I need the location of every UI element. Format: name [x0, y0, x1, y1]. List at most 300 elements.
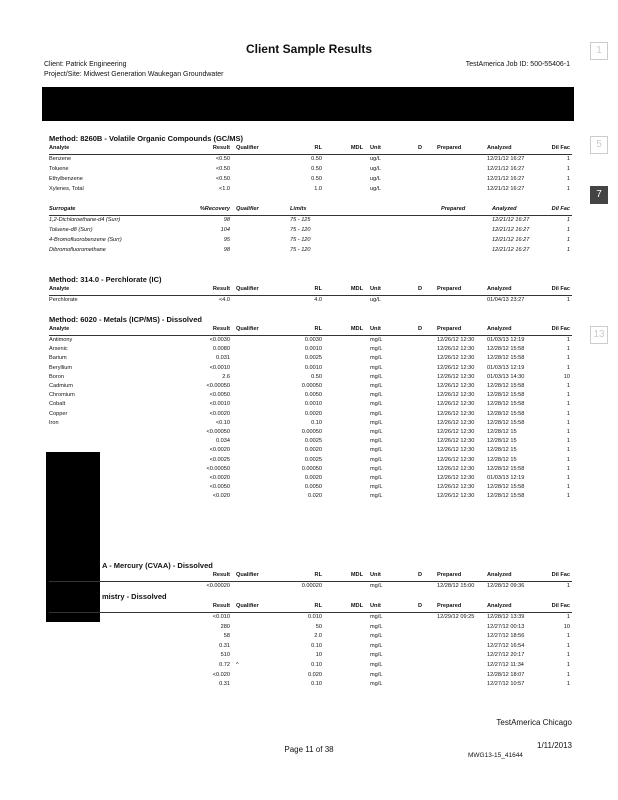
- cell: <0.00050: [206, 429, 230, 435]
- cell: 4.0: [314, 297, 322, 303]
- cell: Dil Fac: [551, 206, 570, 212]
- table-rule: [49, 295, 572, 296]
- cell: mg/L: [370, 493, 383, 500]
- cell: mg/L: [370, 401, 383, 408]
- cell: 12/28/12 15:58: [487, 383, 525, 389]
- cell: 1: [566, 227, 570, 233]
- cell: Chromium: [49, 392, 75, 399]
- cell: 1: [566, 364, 570, 371]
- cell: MDL: [350, 326, 363, 332]
- table-rule: [49, 581, 572, 582]
- cell: <0.00050: [206, 465, 230, 472]
- cell: <1.0: [218, 186, 230, 192]
- cell: mg/L: [370, 429, 383, 435]
- cell: Iron: [49, 419, 59, 426]
- cell: 1: [566, 410, 570, 417]
- cell: 1: [566, 447, 570, 454]
- cell: mg/L: [370, 337, 383, 343]
- cell: 01/03/13 12:19: [487, 475, 525, 481]
- cell: mg/L: [370, 475, 383, 481]
- cell: Dil Fac: [551, 286, 570, 292]
- cell: Unit: [370, 326, 381, 332]
- cell: <4.0: [218, 297, 230, 303]
- cell: 1: [566, 355, 570, 362]
- cell: Ethylbenzene: [49, 176, 83, 182]
- cell: MDL: [350, 603, 363, 609]
- cell: 0.0010: [304, 401, 322, 408]
- surrogate-row: [0, 227, 618, 237]
- cell: 280: [220, 623, 230, 630]
- cell: 12/21/12 16:27: [492, 217, 530, 223]
- cell: 1: [566, 493, 570, 500]
- cell: 01/03/13 14:30: [487, 373, 525, 380]
- cell: 12/27/12 00:13: [487, 623, 525, 630]
- cell: 12/28/12 15:58: [487, 419, 525, 426]
- cell: Dil Fac: [551, 326, 570, 332]
- cell: <0.10: [215, 419, 230, 426]
- cell: 12/26/12 12:30: [437, 447, 475, 454]
- cell: MDL: [350, 286, 363, 292]
- cell: mg/L: [370, 355, 383, 362]
- cell: 98: [223, 247, 230, 253]
- table-row: [0, 156, 618, 166]
- side-tab-7: 7: [590, 186, 608, 204]
- cell: mg/L: [370, 447, 383, 454]
- cell: mg/L: [370, 373, 383, 380]
- cell: 12/28/12 15:58: [487, 484, 525, 491]
- cell: 0.0030: [304, 337, 322, 343]
- cell: Unit: [370, 145, 381, 151]
- section-title: Method: 8260B - Volatile Organic Compounds (GC/MS): [49, 134, 244, 143]
- cell: 0.0010: [304, 364, 322, 371]
- cell: Boron: [49, 373, 64, 380]
- cell: Cadmium: [49, 383, 73, 389]
- cell: Copper: [49, 410, 68, 417]
- cell: 12/26/12 12:30: [437, 429, 475, 435]
- cell: 1: [566, 484, 570, 491]
- cell: mg/L: [370, 410, 383, 417]
- report-date: 1/11/2013: [537, 741, 572, 750]
- cell: 0.034: [216, 438, 230, 445]
- cell: 10: [563, 373, 570, 380]
- section-title: mistry - Dissolved: [102, 592, 167, 601]
- table-row: [0, 297, 618, 307]
- cell: mg/L: [370, 662, 383, 668]
- cell: 1: [566, 438, 570, 445]
- cell: 1: [566, 681, 570, 688]
- cell: 0.020: [308, 671, 322, 678]
- cell: Analyzed: [492, 206, 517, 212]
- cell: 0.31: [219, 642, 230, 649]
- cell: RL: [314, 603, 322, 609]
- cell: 12/29/12 09:25: [437, 614, 475, 620]
- cell: mg/L: [370, 642, 383, 649]
- cell: 12/26/12 12:30: [437, 410, 475, 417]
- cell: 75 - 120: [290, 247, 311, 253]
- cell: 12/21/12 16:27: [487, 156, 525, 162]
- cell: Cobalt: [49, 401, 66, 408]
- cell: 12/26/12 12:30: [437, 456, 475, 463]
- cell: 0.0025: [304, 355, 322, 362]
- cell: Analyzed: [487, 145, 512, 151]
- table-row: [0, 672, 618, 682]
- cell: Result: [212, 326, 230, 332]
- cell: <0.010: [212, 614, 230, 620]
- cell: 0.50: [311, 176, 322, 182]
- cell: mg/L: [370, 583, 383, 589]
- cell: 2.6: [222, 373, 230, 380]
- cell: Analyzed: [487, 326, 512, 332]
- cell: Antimony: [49, 337, 73, 343]
- table-rule: [49, 154, 572, 155]
- cell: Dil Fac: [551, 572, 570, 578]
- table-row: [0, 493, 618, 503]
- cell: 12/21/12 16:27: [487, 186, 525, 192]
- cell: 12/26/12 12:30: [437, 419, 475, 426]
- cell: 12/26/12 12:30: [437, 475, 475, 481]
- cell: 1: [566, 247, 570, 253]
- cell: 2.0: [314, 633, 322, 640]
- cell: ug/L: [370, 156, 381, 162]
- cell: 1: [566, 337, 570, 343]
- cell: Dibromofluoromethane: [49, 247, 106, 253]
- cell: 1: [566, 156, 570, 162]
- cell: D: [418, 572, 423, 578]
- lab-name: TestAmerica Chicago: [496, 718, 572, 727]
- page-number: Page 11 of 38: [284, 745, 334, 754]
- cell: Prepared: [437, 603, 462, 609]
- cell: 12/26/12 12:30: [437, 438, 475, 445]
- cell: Toluene-d8 (Surr): [49, 227, 93, 233]
- cell: Result: [212, 145, 230, 151]
- surrogate-row: [0, 237, 618, 247]
- cell: 0.50: [311, 166, 322, 172]
- cell: 0.031: [216, 355, 230, 362]
- cell: 12/28/12 15: [487, 429, 517, 435]
- cell: 75 - 125: [290, 217, 311, 223]
- cell: RL: [314, 572, 322, 578]
- cell: MDL: [350, 145, 363, 151]
- cell: mg/L: [370, 392, 383, 399]
- cell: Arsenic: [49, 346, 68, 353]
- cell: 1: [566, 166, 570, 172]
- cell: Analyzed: [487, 286, 512, 292]
- cell: <0.0050: [209, 484, 230, 491]
- table-rule: [49, 612, 572, 613]
- cell: 1: [566, 419, 570, 426]
- cell: Result: [212, 286, 230, 292]
- cell: 10: [563, 623, 570, 630]
- cell: 01/03/13 12:19: [487, 364, 525, 371]
- side-tab-5: 5: [590, 136, 608, 154]
- cell: 4-Bromofluorobenzene (Surr): [49, 237, 122, 243]
- cell: 12/27/12 16:54: [487, 642, 525, 649]
- cell: 50: [315, 623, 322, 630]
- cell: 0.010: [308, 614, 322, 620]
- cell: 0.0010: [304, 346, 322, 353]
- cell: 12/21/12 16:27: [487, 166, 525, 172]
- cell: 1: [566, 392, 570, 399]
- cell: 1: [566, 237, 570, 243]
- cell: 12/27/12 18:56: [487, 633, 525, 640]
- cell: 12/28/12 15:58: [487, 465, 525, 472]
- cell: 12/28/12 15:58: [487, 401, 525, 408]
- cell: mg/L: [370, 419, 383, 426]
- cell: 12/28/12 15:58: [487, 346, 525, 353]
- cell: 12/26/12 12:30: [437, 373, 475, 380]
- cell: 0.00050: [301, 465, 322, 472]
- cell: %Recovery: [199, 206, 230, 212]
- surrogate-row: [0, 247, 618, 257]
- cell: 01/04/13 23:27: [487, 297, 525, 303]
- cell: mg/L: [370, 383, 383, 389]
- table-row: [0, 624, 618, 634]
- cell: 1: [566, 217, 570, 223]
- cell: mg/L: [370, 364, 383, 371]
- cell: RL: [314, 326, 322, 332]
- cell: 1: [566, 614, 570, 620]
- cell: 1: [566, 652, 570, 659]
- cell: 12/28/12 15:58: [487, 410, 525, 417]
- cell: 1: [566, 642, 570, 649]
- cell: Analyte: [49, 286, 70, 292]
- table-row: [0, 633, 618, 643]
- side-tab-1: 1: [590, 42, 608, 60]
- cell: mg/L: [370, 614, 383, 620]
- table-row: [0, 652, 618, 662]
- cell: 1: [566, 475, 570, 481]
- cell: 0.50: [311, 156, 322, 162]
- cell: 12/28/12 15:58: [487, 392, 525, 399]
- cell: 12/28/12 15:58: [487, 355, 525, 362]
- cell: 1: [566, 456, 570, 463]
- cell: 12/27/12 11:34: [487, 662, 524, 668]
- document-id: MWG13-15_41644: [468, 752, 523, 759]
- cell: 10: [315, 652, 322, 659]
- table-row: [0, 614, 618, 624]
- cell: Qualifier: [236, 206, 259, 212]
- cell: 0.0020: [304, 410, 322, 417]
- cell: 0.0050: [304, 484, 322, 491]
- cell: 0.00020: [301, 583, 322, 589]
- cell: 1: [566, 383, 570, 389]
- cell: D: [418, 603, 423, 609]
- cell: Unit: [370, 572, 381, 578]
- cell: Qualifier: [236, 145, 259, 151]
- cell: 0.00050: [301, 383, 322, 389]
- cell: mg/L: [370, 671, 383, 678]
- cell: Prepared: [441, 206, 466, 212]
- cell: Analyzed: [487, 572, 512, 578]
- cell: 0.10: [311, 662, 322, 668]
- cell: 12/26/12 12:30: [437, 355, 475, 362]
- cell: Qualifier: [236, 326, 259, 332]
- cell: <0.0020: [209, 410, 230, 417]
- cell: <0.00020: [206, 583, 230, 589]
- page-title: Client Sample Results: [245, 42, 373, 56]
- cell: <0.0020: [209, 447, 230, 454]
- cell: 0.10: [311, 419, 322, 426]
- cell: 95: [223, 237, 230, 243]
- cell: <0.0030: [209, 337, 230, 343]
- cell: 0.0025: [304, 438, 322, 445]
- cell: 12/26/12 12:30: [437, 465, 475, 472]
- cell: 1: [566, 671, 570, 678]
- client-name: Client: Patrick Engineering: [44, 61, 127, 68]
- cell: Analyte: [49, 326, 70, 332]
- cell: Dil Fac: [551, 145, 570, 151]
- cell: 12/21/12 16:27: [487, 176, 525, 182]
- cell: ug/L: [370, 166, 381, 172]
- cell: 12/26/12 12:30: [437, 392, 475, 399]
- cell: Toluene: [49, 166, 69, 172]
- cell: Analyte: [49, 145, 70, 151]
- table-row: [0, 643, 618, 653]
- table-row: [0, 662, 618, 672]
- cell: Prepared: [437, 145, 462, 151]
- cell: 0.020: [308, 493, 322, 500]
- cell: 1: [566, 346, 570, 353]
- cell: Benzene: [49, 156, 72, 162]
- cell: Qualifier: [236, 572, 259, 578]
- cell: 12/26/12 12:30: [437, 484, 475, 491]
- surrogate-row: [0, 217, 618, 227]
- cell: 12/21/12 16:27: [492, 247, 530, 253]
- cell: mg/L: [370, 346, 383, 353]
- cell: 0.31: [219, 681, 230, 688]
- cell: 1: [566, 186, 570, 192]
- cell: <0.020: [212, 671, 230, 678]
- cell: Unit: [370, 286, 381, 292]
- cell: 98: [223, 217, 230, 223]
- cell: 0.0020: [304, 475, 322, 481]
- cell: mg/L: [370, 681, 383, 688]
- cell: 1: [566, 401, 570, 408]
- cell: MDL: [350, 572, 363, 578]
- cell: 12/21/12 16:27: [492, 227, 530, 233]
- cell: 01/03/13 12:19: [487, 337, 525, 343]
- cell: Unit: [370, 603, 381, 609]
- cell: <0.0020: [209, 475, 230, 481]
- cell: 1: [566, 633, 570, 640]
- cell: Result: [212, 603, 230, 609]
- cell: 1: [566, 176, 570, 182]
- cell: 0.0020: [304, 447, 322, 454]
- cell: 12/28/12 15: [487, 447, 517, 454]
- cell: <0.50: [215, 156, 230, 162]
- cell: ug/L: [370, 186, 381, 192]
- table-rule: [49, 335, 572, 336]
- cell: 104: [220, 227, 230, 233]
- cell: mg/L: [370, 633, 383, 640]
- cell: Perchlorate: [49, 297, 78, 303]
- cell: 12/27/12 20:17: [487, 652, 525, 659]
- cell: 0.00050: [301, 429, 322, 435]
- table-row: [0, 583, 618, 593]
- project-site: Project/Site: Midwest Generation Waukegan Groundwater: [44, 71, 224, 78]
- cell: Prepared: [437, 572, 462, 578]
- cell: 0.0080: [212, 346, 230, 353]
- cell: 12/28/12 15: [487, 456, 517, 463]
- cell: 12/28/12 09:36: [487, 583, 525, 589]
- cell: 12/26/12 12:30: [437, 383, 475, 389]
- cell: 0.10: [311, 681, 322, 688]
- cell: ^: [236, 662, 239, 668]
- cell: 1: [566, 662, 570, 668]
- cell: 12/28/12 15:00: [437, 583, 475, 589]
- cell: Beryllium: [49, 364, 73, 371]
- cell: Dil Fac: [551, 603, 570, 609]
- cell: 12/28/12 13:39: [487, 614, 525, 620]
- cell: Analyzed: [487, 603, 512, 609]
- cell: Barium: [49, 355, 67, 362]
- cell: mg/L: [370, 456, 383, 463]
- cell: Limits: [290, 206, 307, 212]
- table-row: [0, 176, 618, 186]
- cell: <0.0050: [209, 392, 230, 399]
- cell: 1: [566, 465, 570, 472]
- cell: 12/28/12 15:58: [487, 493, 525, 500]
- cell: <0.50: [215, 176, 230, 182]
- cell: 1: [566, 297, 570, 303]
- table-rule: [49, 215, 572, 216]
- cell: mg/L: [370, 465, 383, 472]
- cell: Qualifier: [236, 286, 259, 292]
- job-id: TestAmerica Job ID: 500-55406-1: [465, 61, 570, 68]
- cell: 12/26/12 12:30: [437, 493, 475, 500]
- cell: 0.0050: [304, 392, 322, 399]
- cell: <0.0025: [209, 456, 230, 463]
- cell: 510: [220, 652, 230, 659]
- cell: <0.0010: [209, 401, 230, 408]
- cell: Qualifier: [236, 603, 259, 609]
- section-title: Method: 314.0 - Perchlorate (IC): [49, 275, 162, 284]
- cell: Surrogate: [49, 206, 76, 212]
- cell: ug/L: [370, 176, 381, 182]
- cell: 58: [223, 633, 230, 640]
- table-row: [0, 186, 618, 196]
- cell: D: [418, 145, 423, 151]
- section-title: Method: 6020 - Metals (ICP/MS) - Dissolved: [49, 315, 202, 324]
- cell: 75 - 120: [290, 237, 311, 243]
- cell: 12/28/12 18:07: [487, 671, 525, 678]
- cell: <0.00050: [206, 383, 230, 389]
- cell: RL: [314, 286, 322, 292]
- cell: <0.020: [212, 493, 230, 500]
- cell: 12/27/12 10:57: [487, 681, 525, 688]
- cell: 0.50: [311, 373, 322, 380]
- cell: Result: [212, 572, 230, 578]
- redaction-bar-header: [42, 87, 574, 121]
- cell: 12/26/12 12:30: [437, 337, 475, 343]
- cell: <0.50: [215, 166, 230, 172]
- cell: RL: [314, 145, 322, 151]
- cell: mg/L: [370, 484, 383, 491]
- cell: <0.0010: [209, 364, 230, 371]
- cell: 0.0025: [304, 456, 322, 463]
- cell: 0.72: [219, 662, 230, 668]
- cell: 75 - 120: [290, 227, 311, 233]
- cell: mg/L: [370, 438, 383, 445]
- table-row: [0, 681, 618, 691]
- cell: mg/L: [370, 652, 383, 659]
- cell: 12/26/12 12:30: [437, 364, 475, 371]
- cell: 12/26/12 12:30: [437, 401, 475, 408]
- side-tab-13: 13: [590, 326, 608, 344]
- cell: D: [418, 326, 423, 332]
- cell: mg/L: [370, 623, 383, 630]
- table-row: [0, 166, 618, 176]
